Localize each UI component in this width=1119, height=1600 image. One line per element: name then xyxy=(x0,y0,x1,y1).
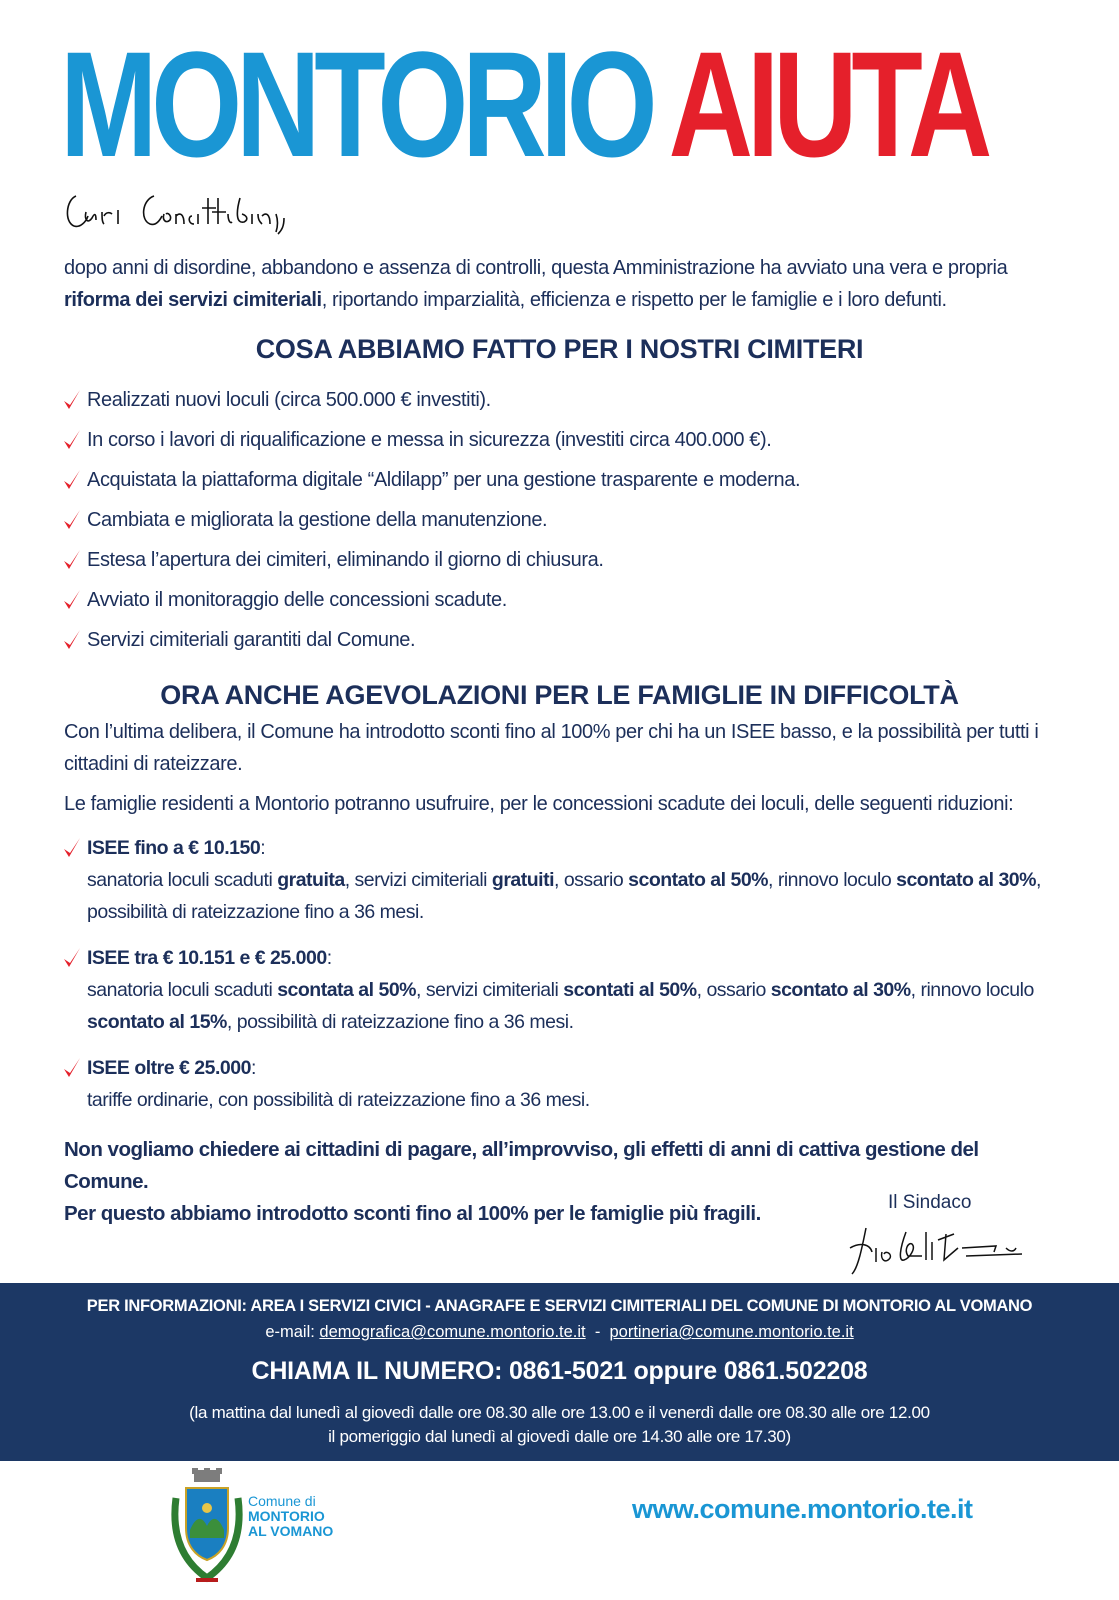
list-item: Servizi cimiteriali garantiti dal Comune. xyxy=(62,620,1062,660)
list-item: Acquistata la piattaforma digitale “Aldilapp” per una gestione trasparente e moderna. xyxy=(62,460,1062,500)
tier-isee-mid: ISEE tra € 10.151 e € 25.000 : sanatoria loculi scaduti scontata al 50%, servizi cimiteriali scontati al 50%, ossario scontato al 30%, rinnovo loculo scontato al 15%, possibilità di rateizzazione fino a 36 mesi. xyxy=(62,942,1062,1038)
title-montorio: MONTORIO xyxy=(60,20,652,188)
red-checkmark-icon xyxy=(62,508,82,532)
list-item: In corso i lavori di riqualificazione e messa in sicurezza (investiti circa 400.000 €). xyxy=(62,420,1062,460)
delibera-paragraph: Con l’ultima delibera, il Comune ha introdotto sconti fino al 100% per chi ha un ISEE basso, e la possibilità per tutti i cittadini di rateizzare. xyxy=(64,721,1039,775)
red-checkmark-icon xyxy=(62,1056,82,1080)
intro-bold: riforma dei servizi cimiteriali xyxy=(64,289,322,311)
opening-hours: (la mattina dal lunedì al giovedì dalle ore 08.30 alle ore 13.00 e il venerdì dalle ore 08.30 alle ore 12.00 il pomeriggio dal lunedì al giovedì dalle ore 14.30 alle ore 17.30) xyxy=(189,1403,930,1446)
list-item: Cambiata e migliorata la gestione della manutenzione. xyxy=(62,500,1062,540)
phone-line: CHIAMA IL NUMERO: 0861-5021 oppure 0861.502208 xyxy=(251,1357,868,1385)
red-checkmark-icon xyxy=(62,588,82,612)
achievements-list xyxy=(62,380,1062,660)
mayor-signature xyxy=(846,1218,1036,1278)
info-band xyxy=(0,1283,1119,1461)
info-line: PER INFORMAZIONI: AREA I SERVIZI CIVICI - ANAGRAFE E SERVIZI CIMITERIALI DEL COMUNE DI MONTORIO AL VOMANO xyxy=(86,1297,1033,1315)
closing-statement: Non vogliamo chiedere ai cittadini di pagare, all’improvviso, gli effetti di anni di cattiva gestione del Comune. Per questo abbiamo introdotto sconti fino al 100% per le famiglie più fragili. xyxy=(64,1138,979,1225)
signoff-role: Il Sindaco xyxy=(888,1192,972,1213)
list-item: Avviato il monitoraggio delle concessioni scadute. xyxy=(62,580,1062,620)
red-checkmark-icon xyxy=(62,628,82,652)
title-aiuta: AIUTA xyxy=(668,20,987,188)
email-link-portineria[interactable]: portineria@comune.montorio.te.it xyxy=(609,1323,854,1341)
comune-label: Comune di MONTORIO AL VOMANO xyxy=(248,1493,334,1539)
email-link-demografica[interactable]: demografica@comune.montorio.te.it xyxy=(319,1323,586,1341)
red-checkmark-icon xyxy=(62,946,82,970)
list-item: Estesa l’apertura dei cimiteri, eliminando il giorno di chiusura. xyxy=(62,540,1062,580)
tier-description: tariffe ordinarie, con possibilità di rateizzazione fino a 36 mesi. xyxy=(87,1089,590,1111)
intro-text-2: , riportando imparzialità, efficienza e rispetto per le famiglie e i loro defunti. xyxy=(321,289,947,311)
greeting-handwriting xyxy=(62,186,312,236)
tier-title: ISEE tra € 10.151 e € 25.000 xyxy=(87,947,327,969)
tier-title: ISEE oltre € 25.000 xyxy=(87,1057,251,1079)
tier-title: ISEE fino a € 10.150 xyxy=(87,837,261,859)
tier-description: sanatoria loculi scaduti scontata al 50%, servizi cimiteriali scontati al 50%, ossario scontato al 30%, rinnovo loculo scontato al 15%, possibilità di rateizzazione fino a 36 mesi. xyxy=(87,979,1034,1033)
section2-heading: ORA ANCHE AGEVOLAZIONI PER LE FAMIGLIE IN DIFFICOLTÀ xyxy=(160,680,959,710)
red-checkmark-icon xyxy=(62,836,82,860)
email-line: e-mail: demografica@comune.montorio.te.it - portineria@comune.montorio.te.it xyxy=(265,1323,854,1341)
intro-text-1: dopo anni di disordine, abbandono e assenza di controlli, questa Amministrazione ha avviato una vera e propria xyxy=(64,257,1008,279)
intro-paragraph xyxy=(64,252,1064,316)
tier-isee-low: ISEE fino a € 10.150 : sanatoria loculi scaduti gratuita, servizi cimiteriali gratuiti, ossario scontato al 50%, rinnovo loculo scontato al 30%, possibilità di rateizzazione fino a 36 mesi. xyxy=(62,832,1062,928)
red-checkmark-icon xyxy=(62,548,82,572)
red-checkmark-icon xyxy=(62,468,82,492)
tier-description: sanatoria loculi scaduti gratuita, servizi cimiteriali gratuiti, ossario scontato al 50%, rinnovo loculo scontato al 30%, possibilità di rateizzazione fino a 36 mesi. xyxy=(87,869,1041,923)
riduzioni-paragraph: Le famiglie residenti a Montorio potranno usufruire, per le concessioni scadute dei loculi, delle seguenti riduzioni: xyxy=(64,793,1014,815)
section1-heading: COSA ABBIAMO FATTO PER I NOSTRI CIMITERI xyxy=(255,334,864,364)
website-link[interactable]: www.comune.montorio.te.it xyxy=(632,1494,973,1524)
list-item: Realizzati nuovi loculi (circa 500.000 € investiti). xyxy=(62,380,1062,420)
municipal-crest-icon xyxy=(168,1468,246,1588)
poster-title xyxy=(60,20,987,188)
red-checkmark-icon xyxy=(62,388,82,412)
red-checkmark-icon xyxy=(62,428,82,452)
tier-isee-high: ISEE oltre € 25.000 : tariffe ordinarie, con possibilità di rateizzazione fino a 36 mesi. xyxy=(62,1052,1062,1116)
